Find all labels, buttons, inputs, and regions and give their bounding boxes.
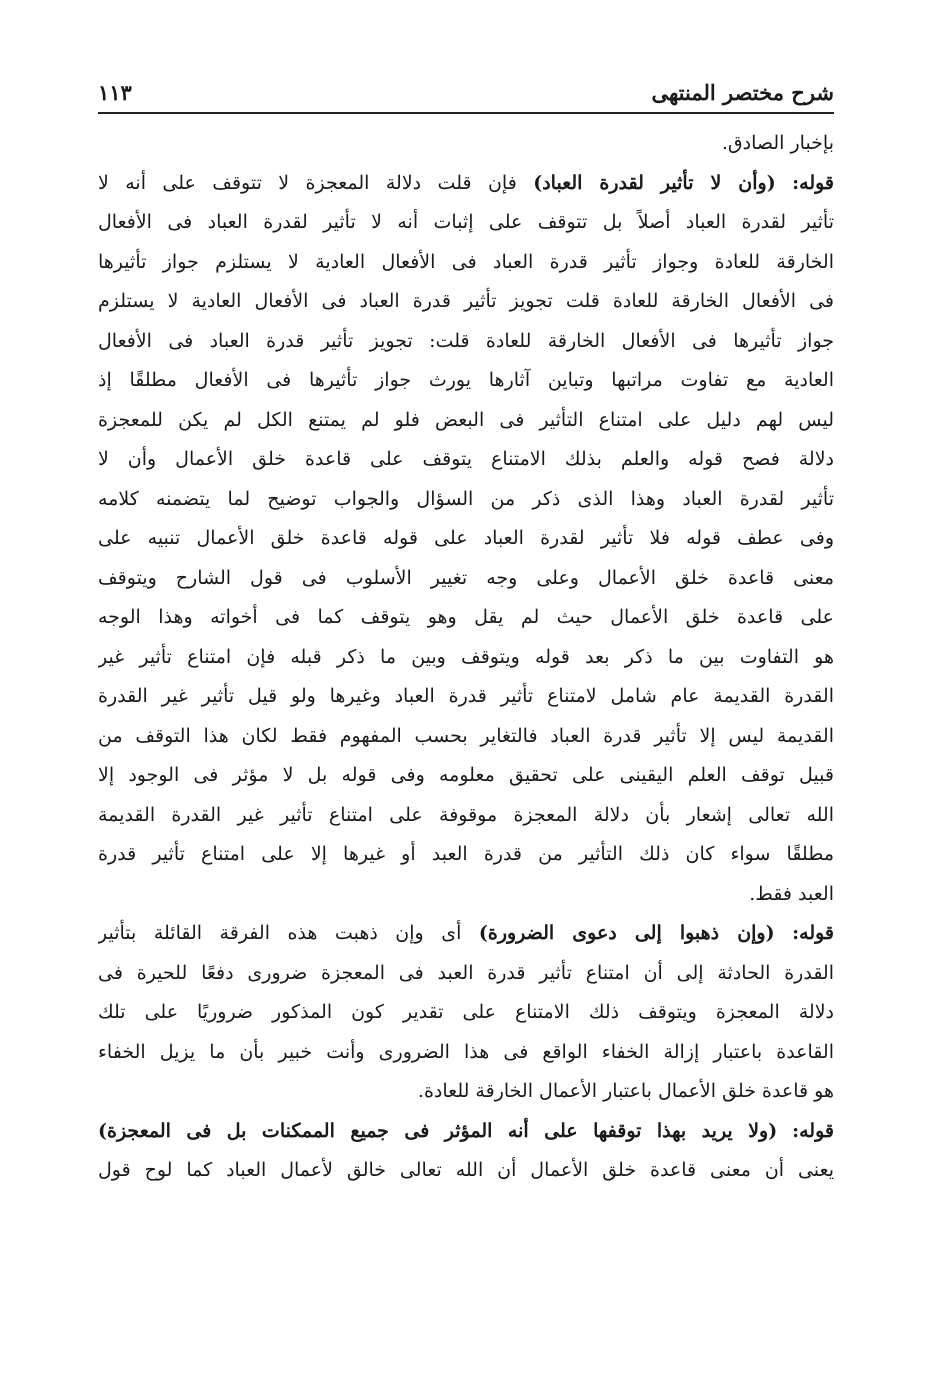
page-number: ١١٣ [98, 80, 132, 105]
text-line: جواز تأثيرها فى الأفعال الخارقة للعادة قلت: تجويز تأثير قدرة العباد فى الأفعال [98, 329, 834, 352]
text-line: هو قاعدة خلق الأعمال باعتبار الأعمال الخارقة للعادة. [417, 1080, 834, 1102]
text-line: على قاعدة خلق الأعمال حيث لم يقل وهو يتوقف كما فى أخواته وهذا الوجه [98, 606, 834, 628]
text-line: دلالة المعجزة ويتوقف ذلك الامتناع على تقدير كون المذكور ضروريًا على تلك [98, 1001, 834, 1023]
text-line: الخارقة للعادة وجواز تأثير قدرة العباد فى الأفعال العادية لا يستلزم جواز تأثيرها [98, 250, 834, 273]
lemma-label: قوله: [792, 171, 834, 194]
lemma-commentary: أى وإن ذهبت هذه الفرقة القائلة بتأثير [98, 922, 462, 944]
lemma-line [98, 914, 834, 954]
text-line: القاعدة باعتبار إزالة الخفاء الواقع فى هذا الضرورى وأنت خبير بأن ما يزيل الخفاء [98, 1040, 834, 1063]
commentary-body [98, 124, 834, 1191]
running-title: شرح مختصر المنتهى [651, 80, 834, 105]
text-line: العادية مع تفاوت مراتبها وتباين آثارها يورث جواز تأثيرها فى الأفعال مطلقًا إذ [98, 369, 834, 391]
text-line: الله تعالى إشعار بأن دلالة المعجزة موقوفة على امتناع تأثير غير القدرة القديمة [98, 803, 834, 826]
text-line: القدرة الحادثة إلى أن امتناع تأثير قدرة العبد فى المعجزة ضرورى دفعًا للحيرة فى [98, 961, 834, 984]
lemma-line [98, 1112, 834, 1152]
lemma-line [98, 164, 834, 204]
text-line: هو التفاوت بين ما ذكر بعد قوله ويتوقف وبين ما ذكر قبله فإن امتناع تأثير غير [98, 645, 834, 668]
quoted-lemma: (ولا يريد بهذا توقفها على أنه المؤثر فى جميع الممكنات بل فى المعجزة) [98, 1119, 778, 1142]
text-line: بإخبار الصادق. [721, 132, 834, 154]
quoted-lemma: (وإن ذهبوا إلى دعوى الضرورة) [478, 922, 775, 944]
lemma-label: قوله: [792, 922, 834, 944]
header-rule [98, 112, 834, 114]
text-line: القدرة القديمة عام شامل لامتناع تأثير قدرة العباد وغيرها ولو قيل تأثير غير القدرة [98, 685, 834, 707]
text-line: تأثير لقدرة العباد وهذا الذى ذكر من السؤال والجواب توضيح لما يتضمنه كلامه [98, 487, 834, 510]
text-line: ليس لهم دليل على امتناع التأثير فى البعض فلو لم يمتنع الكل لم يكن للمعجزة [98, 408, 834, 431]
text-line: القديمة ليس إلا تأثير قدرة العباد فالتغاير بحسب المفهوم فقط لكان هذا التوقف من [98, 724, 834, 747]
text-line: مطلقًا سواء كان ذلك التأثير من قدرة العبد أو غيرها إلا على امتناع تأثير قدرة [98, 843, 834, 865]
text-line: قبيل توقف العلم اليقينى على تحقيق معلومه وفى قوله بل لا مؤثر فى الوجود إلا [98, 764, 834, 786]
quoted-lemma: (وأن لا تأثير لقدرة العباد) [533, 171, 776, 194]
lemma-commentary: فإن قلت دلالة المعجزة لا تتوقف على أنه لا [98, 171, 517, 194]
text-line: معنى قاعدة خلق الأعمال وعلى وجه تغيير الأسلوب فى قول الشارح ويتوقف [98, 566, 834, 589]
running-header [98, 78, 834, 110]
lemma-label: قوله: [792, 1119, 834, 1142]
text-line: وفى عطف قوله فلا تأثير لقدرة العباد على قوله قاعدة خلق الأعمال تنبيه على [98, 527, 834, 549]
text-line: دلالة فصح قوله والعلم بذلك الامتناع يتوقف على قاعدة خلق الأعمال وأن لا [98, 448, 834, 470]
text-line: فى الأفعال الخارقة للعادة قلت تجويز تأثير قدرة العباد فى الأفعال العادية لا يستلزم [98, 290, 834, 312]
text-line: تأثير لقدرة العباد أصلاً بل تتوقف على إثبات أنه لا تأثير لقدرة العباد فى الأفعال [98, 211, 834, 233]
text-line: يعنى أن معنى قاعدة خلق الأعمال أن الله تعالى خالق لأعمال العباد كما لوح قول [98, 1159, 834, 1181]
text-line: العبد فقط. [749, 882, 834, 905]
